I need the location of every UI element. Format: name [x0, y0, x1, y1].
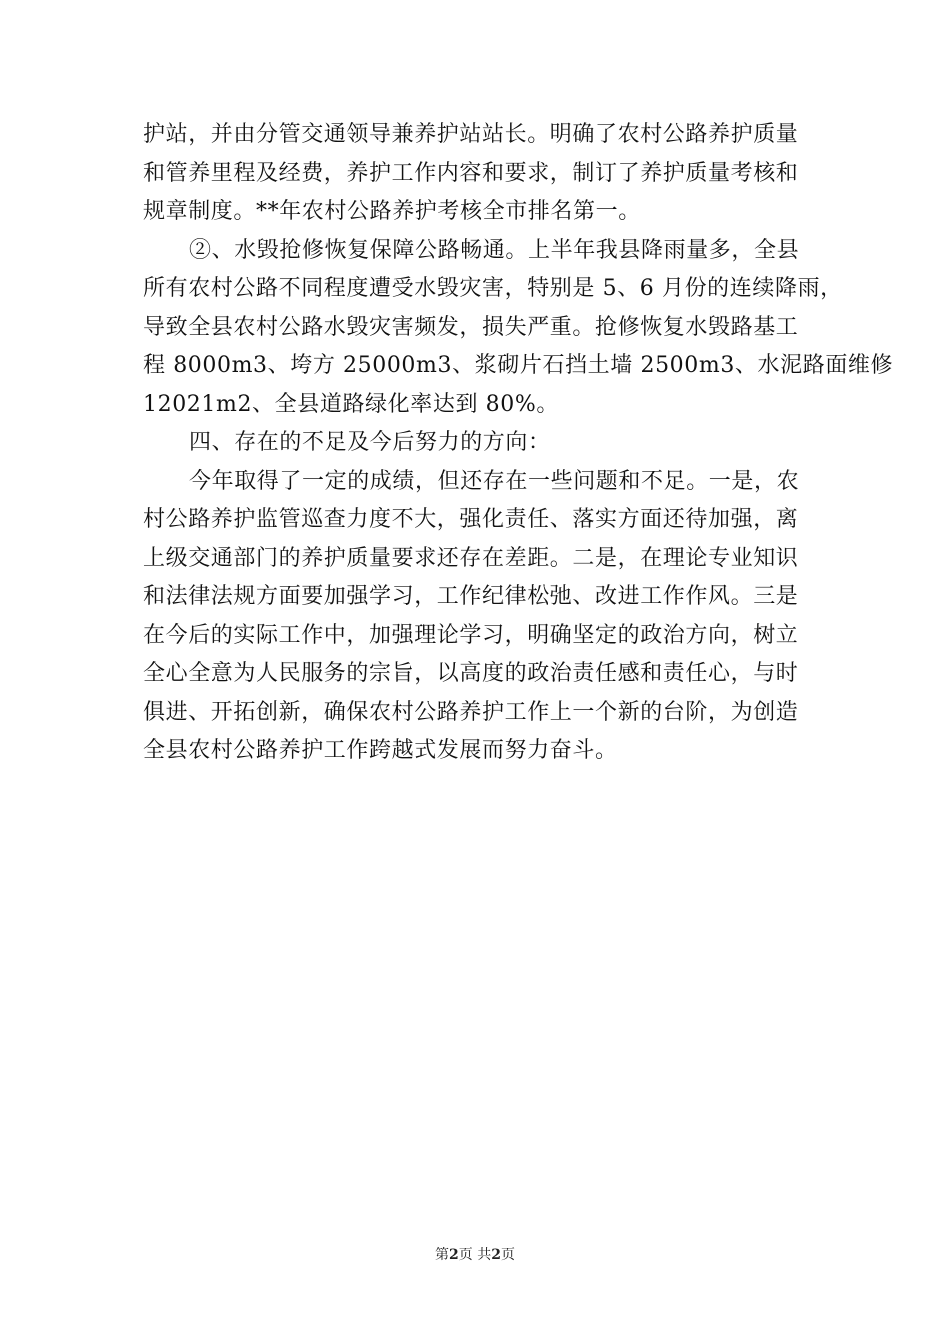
text-line: 全县农村公路养护工作跨越式发展而努力奋斗。: [143, 738, 618, 763]
text-line: 村公路养护监管巡查力度不大，强化责任、落实方面还待加强，离: [143, 507, 799, 532]
page-footer: [0, 1245, 950, 1265]
text-line: 和法律法规方面要加强学习，工作纪律松弛、改进工作作风。三是: [143, 584, 799, 609]
text-line: 程 8000m3、垮方 25000m3、浆砌片石挡土墙 2500m3、水泥路面维修: [143, 353, 894, 378]
text-line: 护站，并由分管交通领导兼养护站站长。明确了农村公路养护质量: [143, 122, 799, 147]
text-line: 12021m2、全县道路绿化率达到 80%。: [143, 391, 559, 417]
text-line: 导致全县农村公路水毁灾害频发，损失严重。抢修恢复水毁路基工: [143, 314, 799, 340]
section-heading: 四、存在的不足及今后努力的方向：: [189, 430, 551, 455]
text-line: 全心全意为人民服务的宗旨，以高度的政治责任感和责任心，与时: [143, 661, 799, 686]
text-line: 和管养里程及经费，养护工作内容和要求，制订了养护质量考核和: [143, 160, 799, 186]
page-label-prefix: 第: [435, 1247, 450, 1263]
total-pages-number: 2: [491, 1247, 501, 1263]
text-line: 所有农村公路不同程度遭受水毁灾害，特别是 5、6 月份的连续降雨，: [143, 276, 843, 301]
paragraph-start-line: ②、水毁抢修恢复保障公路畅通。上半年我县降雨量多，全县: [189, 237, 800, 263]
page-label-suffix: 页: [500, 1247, 515, 1263]
body-text: [143, 116, 894, 771]
text-line: 规章制度。**年农村公路养护考核全市排名第一。: [143, 199, 641, 224]
text-line: 在今后的实际工作中，加强理论学习，明确坚定的政治方向，树立: [143, 622, 799, 648]
current-page-number: 2: [449, 1247, 459, 1263]
paragraph-start-line: 今年取得了一定的成绩，但还存在一些问题和不足。一是，农: [189, 468, 800, 494]
text-line: 上级交通部门的养护质量要求还存在差距。二是，在理论专业知识: [143, 545, 799, 571]
page-label-middle: 页 共: [458, 1247, 492, 1263]
text-line: 俱进、开拓创新，确保农村公路养护工作上一个新的台阶，为创造: [143, 699, 799, 725]
